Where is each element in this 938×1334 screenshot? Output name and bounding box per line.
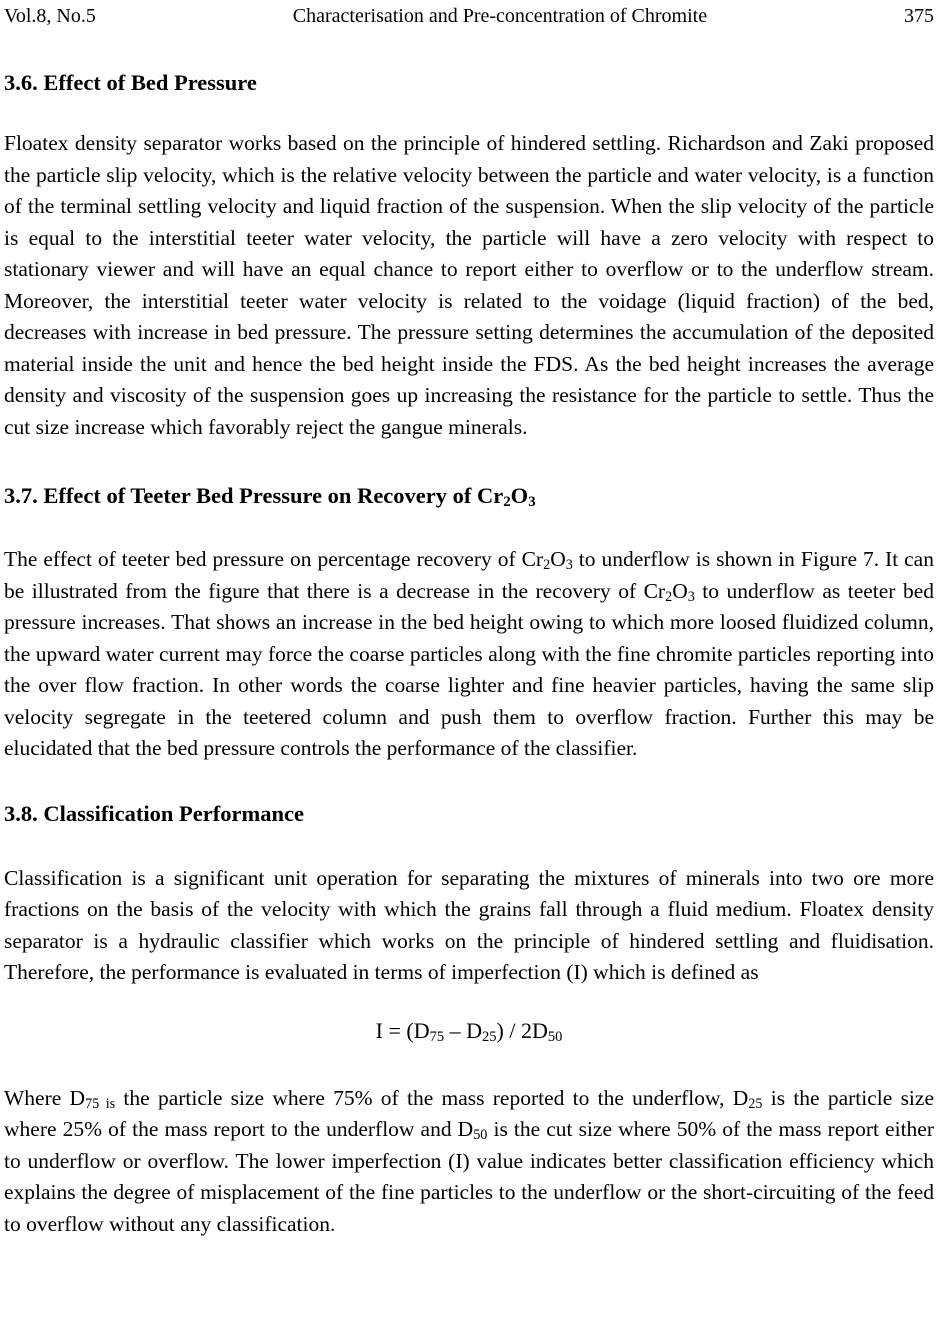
imperfection-equation: $I = (D_{75} - D_{25}) / 2D_{50}$ <box>375 1017 563 1045</box>
section-heading-3-7: 3.7. Effect of Teeter Bed Pressure on Recovery of $Cr_2O_3$ <box>4 483 536 511</box>
paragraph-imperfection-definition: Where $D_{75 is}$ the particle size where 75% of the mass reported to the underflow, $D_{25}$ is the particle size where 25% of the mass report to the underflow and $D_{50}$ is the cut size where 50% of the mass report either to underflow or overflow. The lower imperfection (I) value indicates better classification efficiency which explains the degree of misplacement of the fine particles to the underflow or the short-circuiting of the feed to overflow without any classification. <box>4 1085 934 1236</box>
paragraph-classification-performance: Classification is a significant unit operation for separating the mixtures of minerals into two ore more fractions on the basis of the velocity with which the grains fall through a fluid medium. Floatex density separator is a hydraulic classifier which works on the principle of hindered settling and fluidisation. Therefore, the performance is evaluated in terms of imperfection (I) which is defined as <box>4 865 934 984</box>
paragraph-bed-pressure: Floatex density separator works based on the principle of hindered settling. Richardson and Zaki proposed the particle slip velocity, which is the relative velocity between the particle and water velocity, is a function of the terminal settling velocity and liquid fraction of the suspension. When the slip velocity of the particle is equal to the interstitial teeter water velocity, the particle will have a zero velocity with respect to stationary viewer and will have an equal chance to report either to overflow or to the underflow stream. Moreover, the interstitial teeter water velocity is related to the voidage (liquid fraction) of the bed, decreases with increase in bed pressure. The pressure setting determines the accumulation of the deposited material inside the unit and hence the bed height inside the FDS. As the bed height increases the average density and viscosity of the suspension goes up increasing the resistance for the particle to settle. Thus the cut size increase which favorably reject the gangue minerals. <box>4 131 934 439</box>
section-heading-3-8: 3.8. Classification Performance <box>4 800 304 826</box>
header-volume-issue: Vol.8, No.5 <box>4 5 96 27</box>
header-page-number: 375 <box>904 5 934 27</box>
section-heading-3-6: 3.6. Effect of Bed Pressure <box>4 70 257 95</box>
page-header <box>4 5 934 27</box>
paragraph-recovery-cr2o3: The effect of teeter bed pressure on percentage recovery of $Cr_2O_3$ to underflow is shown in Figure 7. It can be illustrated from the figure that there is a decrease in the recovery of $Cr_2O_3$ to underflow as teeter bed pressure increases. That shows an increase in the bed height owing to which more loosed fluidized column, the upward water current may force the coarse particles along with the fine chromite particles reporting into the over flow fraction. In other words the coarse lighter and fine heavier particles, having the same slip velocity segregate in the teetered column and push them to overflow fraction. Further this may be elucidated that the bed pressure controls the performance of the classifier. <box>4 547 934 760</box>
header-running-title: Characterisation and Pre-concentration of Chromite <box>292 5 708 27</box>
